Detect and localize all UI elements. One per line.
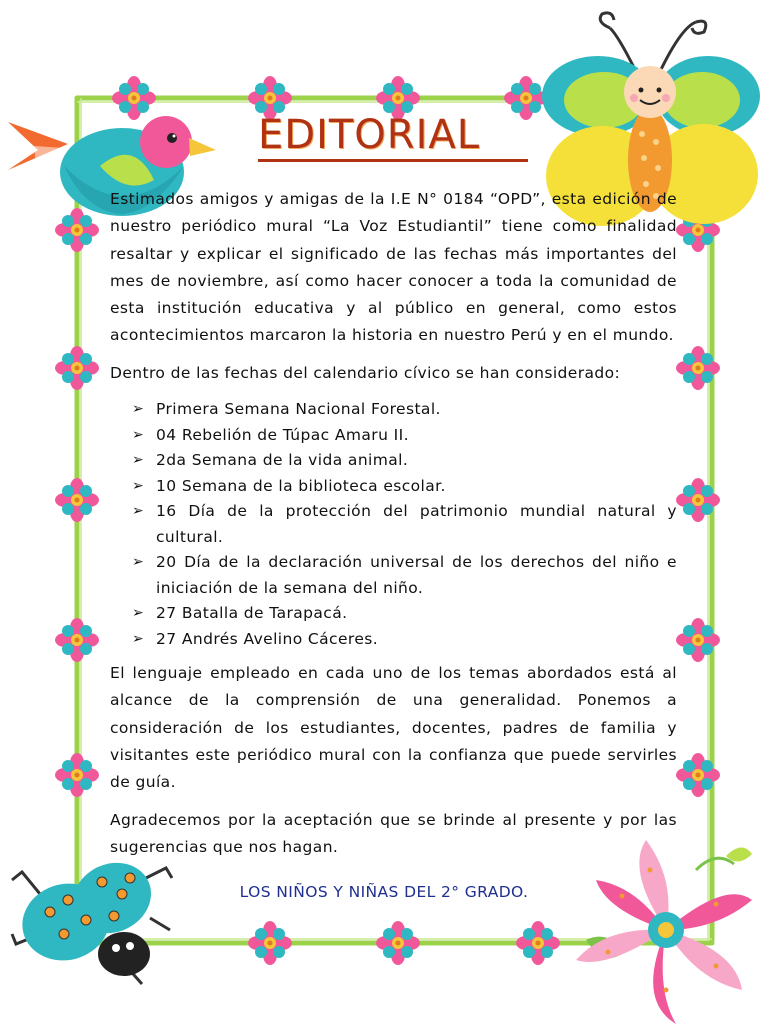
flower-icon xyxy=(54,477,100,523)
page-title: EDITORIAL xyxy=(258,112,481,158)
arrowhead-bullet-icon: ➢ xyxy=(132,452,145,469)
list-item: ➢ 16 Día de la protección del patrimonio mundial natural y cultural. xyxy=(132,499,677,550)
list-item: ➢ Primera Semana Nacional Forestal. xyxy=(132,397,677,423)
flower-icon xyxy=(675,345,721,391)
flower-icon xyxy=(515,920,561,966)
list-item: ➢ 10 Semana de la biblioteca escolar. xyxy=(132,474,677,500)
arrowhead-bullet-icon: ➢ xyxy=(132,426,145,443)
arrowhead-bullet-icon: ➢ xyxy=(132,477,145,494)
arrowhead-bullet-icon: ➢ xyxy=(132,554,145,571)
flower-icon xyxy=(375,920,421,966)
title-underline xyxy=(258,158,528,164)
list-item: ➢ 04 Rebelión de Túpac Amaru II. xyxy=(132,423,677,449)
list-item: ➢ 20 Día de la declaración universal de los derechos del niño e iniciación de la semana del niño. xyxy=(132,550,677,601)
flower-icon xyxy=(54,617,100,663)
intro-paragraph: Estimados amigos y amigas de la I.E N° 0184 “OPD”, esta edición de nuestro periódico mural “La Voz Estudiantil” tiene como finalidad resaltar y explicar el significado de las fechas más importantes del mes de noviembre, así como hacer conocer a toda la comunidad de esta institución educativa y al público en general, como estos acontecimientos marcaron la historia en nuestro Perú y en el mundo. xyxy=(110,190,677,345)
civic-dates-list xyxy=(110,397,677,652)
flower-icon xyxy=(675,477,721,523)
list-item: ➢ 2da Semana de la vida animal. xyxy=(132,448,677,474)
language-paragraph: El lenguaje empleado en cada uno de los temas abordados está al alcance de la comprensión de una generalidad. Ponemos a consideración de los estudiantes, docentes, padres de familia y visitantes este periódico mural con la confianza que puede servirles de guía. xyxy=(110,664,677,792)
flower-icon xyxy=(54,752,100,798)
flower-icon xyxy=(54,345,100,391)
arrowhead-bullet-icon: ➢ xyxy=(132,630,145,647)
list-item: ➢ 27 Batalla de Tarapacá. xyxy=(132,601,677,627)
signature: LOS NIÑOS Y NIÑAS DEL 2° GRADO. xyxy=(239,883,529,901)
calendar-intro: Dentro de las fechas del calendario cívico se han considerado: xyxy=(110,363,621,382)
editorial-body xyxy=(110,186,677,871)
thanks-paragraph: Agradecemos por la aceptación que se brinde al presente y por las sugerencias que nos hagan. xyxy=(110,810,677,856)
arrowhead-bullet-icon: ➢ xyxy=(132,503,145,520)
flower-icon xyxy=(675,752,721,798)
list-item: ➢ 27 Andrés Avelino Cáceres. xyxy=(132,627,677,653)
flower-icon xyxy=(247,920,293,966)
flower-icon xyxy=(675,617,721,663)
arrowhead-bullet-icon: ➢ xyxy=(132,401,145,418)
arrowhead-bullet-icon: ➢ xyxy=(132,605,145,622)
